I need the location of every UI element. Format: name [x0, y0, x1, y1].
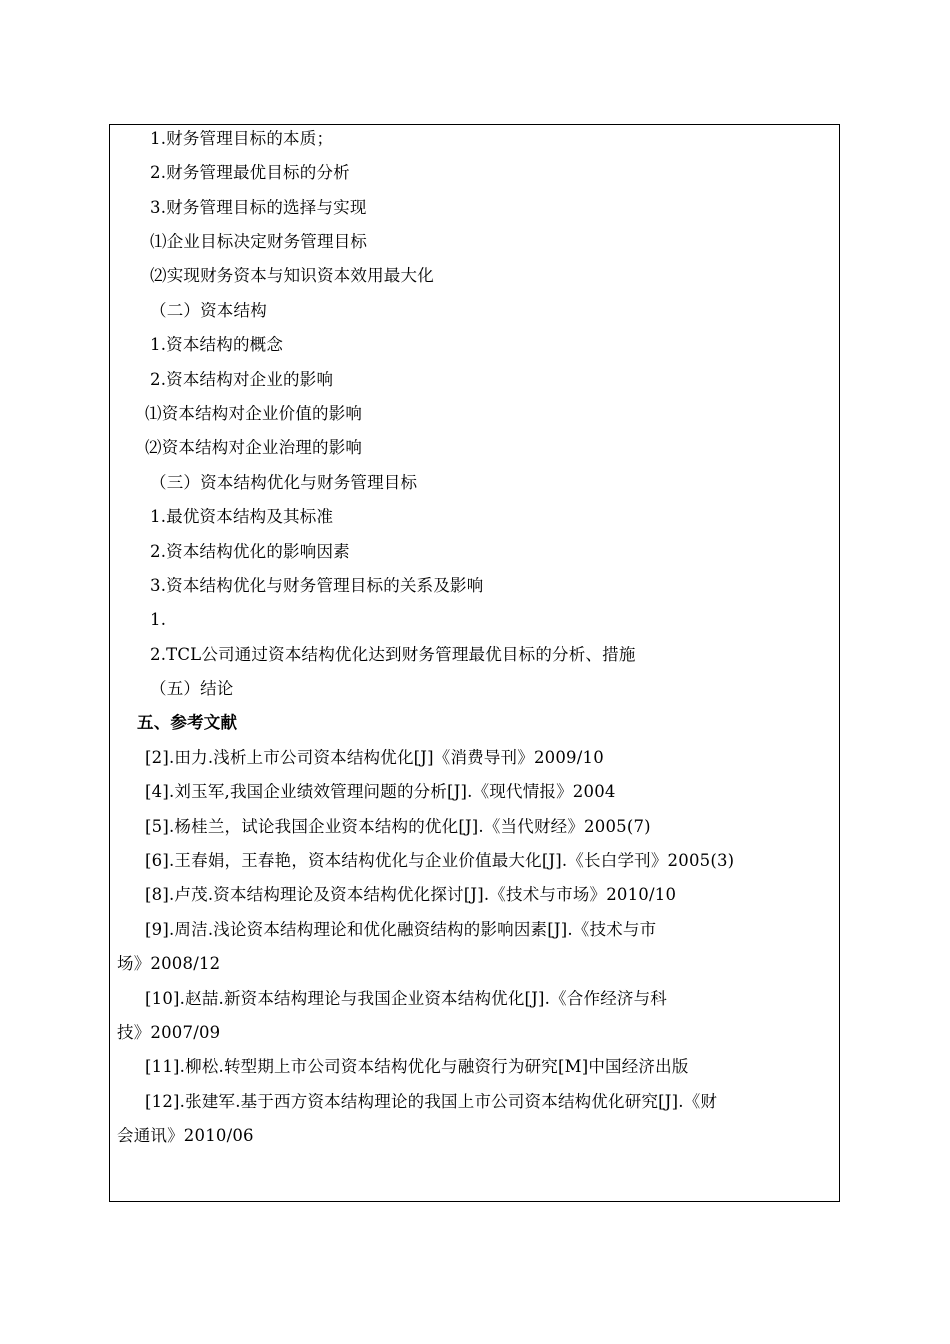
outline-item: 3.资本结构优化与财务管理目标的关系及影响: [150, 576, 484, 595]
reference-item-continuation: 会通讯》2010/06: [117, 1126, 254, 1145]
outline-item: （三）资本结构优化与财务管理目标: [150, 473, 418, 492]
outline-item: （二）资本结构: [150, 301, 267, 320]
outline-item: ⑴资本结构对企业价值的影响: [145, 404, 363, 423]
outline-item: （五）结论: [150, 679, 234, 698]
references-heading: 五、参考文献: [137, 713, 238, 732]
outline-item: 1.财务管理目标的本质；: [150, 129, 334, 148]
reference-item: [8].卢茂.资本结构理论及资本结构优化探讨[J].《技术与市场》2010/10: [145, 885, 677, 904]
reference-item: [5].杨桂兰，试论我国企业资本结构的优化[J].《当代财经》2005(7): [145, 817, 651, 836]
outline-item: 3.财务管理目标的选择与实现: [150, 198, 367, 217]
reference-item-continuation: 技》2007/09: [117, 1023, 221, 1042]
reference-item-continuation: 场》2008/12: [117, 954, 221, 973]
reference-item: [2].田力.浅析上市公司资本结构优化[J]《消费导刊》2009/10: [145, 748, 604, 767]
outline-item: 2.资本结构优化的影响因素: [150, 542, 350, 561]
reference-item: [4].刘玉军,我国企业绩效管理问题的分析[J].《现代情报》2004: [145, 782, 616, 801]
outline-item: 1.: [150, 610, 167, 629]
outline-item: 2.TCL公司通过资本结构优化达到财务管理最优目标的分析、措施: [150, 645, 636, 664]
outline-item: ⑵资本结构对企业治理的影响: [145, 438, 363, 457]
reference-item: [10].赵喆.新资本结构理论与我国企业资本结构优化[J].《合作经济与科: [145, 989, 667, 1008]
reference-item: [9].周洁.浅论资本结构理论和优化融资结构的影响因素[J].《技术与市: [145, 920, 657, 939]
reference-item: [6].王春娟，王春艳，资本结构优化与企业价值最大化[J].《长白学刊》2005(3): [145, 851, 735, 870]
outline-item: 1.最优资本结构及其标准: [150, 507, 334, 526]
outline-item: 2.财务管理最优目标的分析: [150, 163, 350, 182]
outline-item: ⑵实现财务资本与知识资本效用最大化: [150, 266, 434, 285]
reference-item: [11].柳松.转型期上市公司资本结构优化与融资行为研究[M]中国经济出版: [145, 1057, 689, 1076]
reference-item: [12].张建军.基于西方资本结构理论的我国上市公司资本结构优化研究[J].《财: [145, 1092, 718, 1111]
outline-item: ⑴企业目标决定财务管理目标: [150, 232, 368, 251]
outline-item: 1.资本结构的概念: [150, 335, 284, 354]
outline-item: 2.资本结构对企业的影响: [150, 370, 334, 389]
